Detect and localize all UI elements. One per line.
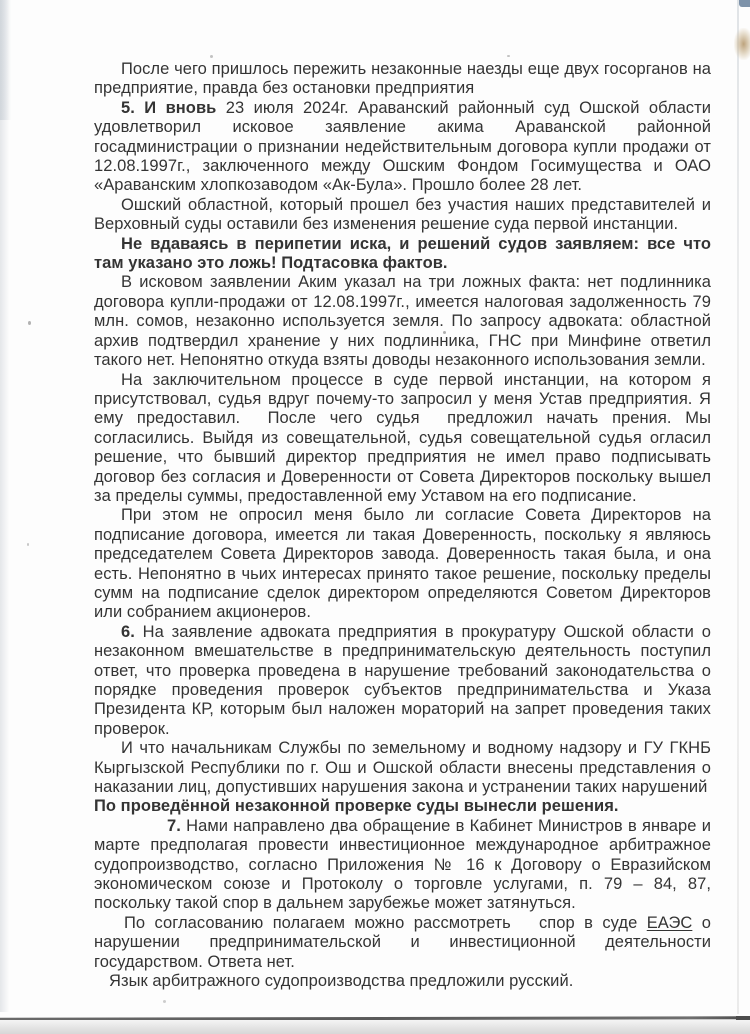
bold-text: По проведённой незаконной проверке суды вынесли решения. xyxy=(94,797,619,816)
paragraph xyxy=(94,797,711,816)
text-segment: При этом не опросил меня было ли согласие Совета Директоров на подписание договора, имеется ли такая Доверенность, поскольку я являюсь председателем Совета Директоров завода. Доверенность такая была, и она есть. Непонятно в чьих интересах принято такое решение, поскольку пределы сумм на подписание сделок директором определяются Советом Директоров или собранием акционеров. xyxy=(94,506,711,622)
text-segment: Язык арбитражного судопроизводства предложили русский. xyxy=(109,972,574,991)
text-segment: В исковом заявлении Аким указал на три ложных факта: нет подлинника договора купли-продажи от 12.08.1997г., имеется налоговая задолженность 79 млн. сомов, незаконно используется земля. По запросу адвоката: областной архив подтвердил хранение у них подлинника, ГНС при Минфине ответил такого нет. Непонятно откуда взяты доводы незаконного использования земли. xyxy=(94,273,711,370)
underlined-text: ЕАЭС xyxy=(646,913,693,932)
paragraph xyxy=(94,623,711,739)
scan-smudge xyxy=(734,28,750,60)
paragraph xyxy=(94,196,711,235)
paragraph xyxy=(94,817,711,914)
scan-speck xyxy=(28,321,31,325)
paragraph xyxy=(94,60,711,99)
paragraph xyxy=(94,739,711,797)
paragraph xyxy=(94,99,711,196)
scan-left-corner-shadow xyxy=(0,0,14,120)
document-text xyxy=(94,0,711,992)
text-segment: По согласованию полагаем можно рассмотреть спор в суде xyxy=(124,913,647,932)
paragraph xyxy=(94,235,711,274)
paragraph xyxy=(94,506,711,622)
bold-text: 6. xyxy=(121,622,143,641)
scan-speck xyxy=(163,1000,166,1003)
text-segment: о нарушении предпринимательской и инвестиционной деятельности государством. Ответа нет. xyxy=(94,913,711,971)
bold-text: Не вдаваясь в перипетии иска, и решений судов заявляем: все что там указано это ложь! Подтасовка фактов. xyxy=(94,234,711,273)
text-segment: На заключительном процессе в суде первой инстанции, на котором я присутствовал, судья вдруг почему-то запросил у меня Устав предприятия. Я ему предоставил. После чего судья предложил начать прения. Мы согласились. Выйдя из совещательной, судья совещательной судья огласил решение, что бывший директор предприятия не имел право подписывать договор без согласия и Доверенности от Совета Директоров поскольку вышел за пределы суммы, предоставленной ему Уставом на его подписание. xyxy=(94,370,711,505)
scan-corner-mark xyxy=(739,0,750,7)
paragraph xyxy=(94,371,711,507)
paragraph xyxy=(94,972,711,991)
text-segment: После чего пришлось пережить незаконные наезды еще двух госорганов на предприятие, правда без остановки предприятия xyxy=(94,60,711,98)
scan-speck xyxy=(27,543,29,546)
scan-left-edge-shadow xyxy=(0,0,11,1012)
scan-background-below-page xyxy=(0,1020,750,1034)
text-segment: Ошский областной, который прошел без участия наших представителей и Верховный суды оставили без изменения решение суда первой инстанции. xyxy=(94,195,711,234)
paragraph xyxy=(94,914,711,972)
text-segment: И что начальникам Службы по земельному и водному надзору и ГУ ГКНБ Кыргызской Республики по г. Ош и Ошской области внесены представления о наказании лиц, допустивших нарушения закона и устранении таких нарушений xyxy=(94,739,711,797)
bold-text: 5. И вновь xyxy=(121,98,226,117)
text-segment: 23 июля 2024г. Араванский районный суд Ошской области удовлетворил исковое заявление акима Араванской районной госадминистрации о признании недействительным договора купли продажи от 12.08.1997г., заключенного между Ошским Фондом Госимущества и ОАО «Араванским хлопкозаводом «Ак-Була». Прошло более 28 лет. xyxy=(94,98,711,195)
scan-right-paper-edge xyxy=(737,0,739,1014)
paragraph xyxy=(94,273,711,370)
bold-text: 7. xyxy=(167,816,187,835)
text-segment: Нами направлено два обращение в Кабинет Министров в январе и марте предполагая провести инвестиционное международное арбитражное судопроизводство, согласно Приложения № 16 к Договору о Евразийском экономическом союзе и Протоколу о торговле услугами, п. 79 – 84, 87, поскольку такой спор в дальнем зарубежье может затянуться. xyxy=(94,816,711,913)
text-segment: На заявление адвоката предприятия в прокуратуру Ошской области о незаконном вмешательстве в предпринимательскую деятельность поступил ответ, что проверка проведена в нарушение требований законодательства о порядке проведения проверок субъектов предпринимательства и Указа Президента КР, которым был наложен мораторий на запрет проведения таких проверок. xyxy=(94,622,711,738)
